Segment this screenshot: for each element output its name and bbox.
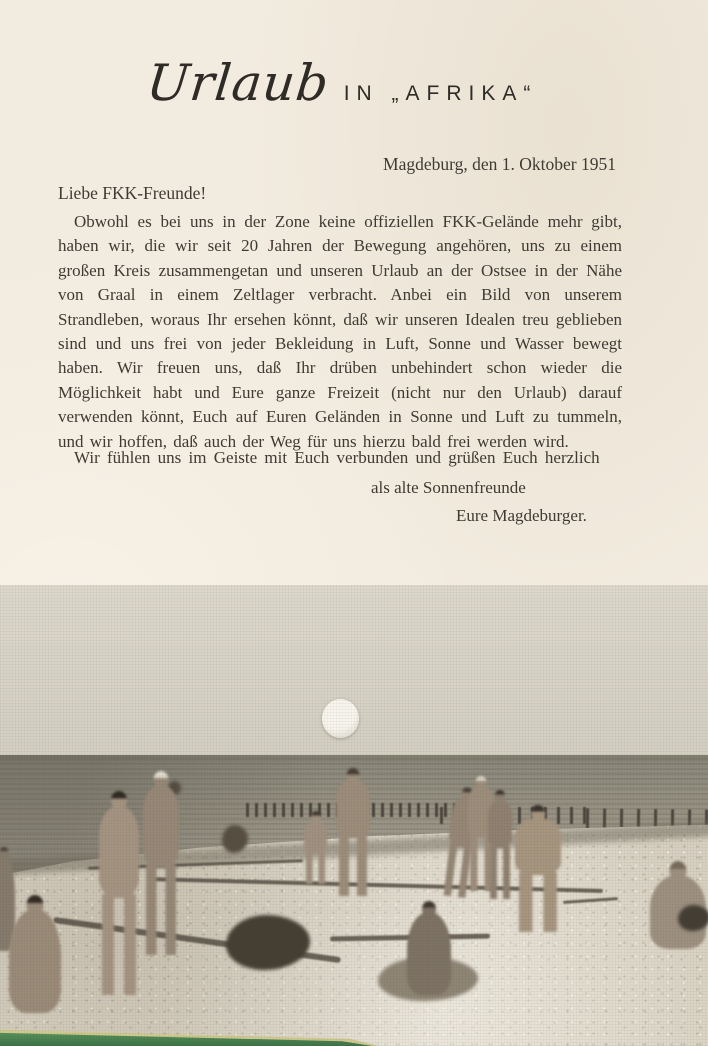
salutation: Liebe FKK-Freunde! xyxy=(58,183,207,203)
figure-silhouette xyxy=(334,768,372,899)
figure-silhouette xyxy=(140,771,182,959)
ball-in-air xyxy=(322,699,359,738)
dateline: Magdeburg, den 1. Oktober 1951 xyxy=(383,154,616,174)
page-title xyxy=(0,54,696,112)
figure-silhouette xyxy=(486,790,514,901)
closing-line: Wir fühlen uns im Geiste mit Euch verbunden und grüßen Euch herzlich xyxy=(74,448,600,467)
signature: Eure Magdeburger. xyxy=(456,506,587,525)
figure-silhouette xyxy=(6,895,64,1013)
letter-body: Obwohl es bei uns in der Zone keine offiziellen FKK-Gelände mehr gibt, haben wir, die wir seit 20 Jahren der Bewegung angehören, uns zu einem großen Kreis zusammengetan und unseren Urlaub an der Ostsee in der Nähe von Graal in einem Zeltlager verbracht. Anbei ein Bild von unserem Strandleben, woraus Ihr ersehen könnt, daß wir unseren Idealen treu geblieben sind und uns frei von jeder Bekleidung in Luft, Sonne und Wasser bewegt haben. Wir freuen uns, daß Ihr drüben unbehindert schon wieder die Möglichkeit habt und Eure ganze Freizeit (nicht nur den Urlaub) darauf verwenden könnt, Euch auf Euren Geländen in Sonne und Luft zu tummeln, und wir hoffen, daß auch der Weg für uns hierzu bald frei werden wird. xyxy=(58,212,622,451)
beach-photo xyxy=(0,585,708,1046)
figure-shadow xyxy=(678,905,708,931)
title-script: Urlaub xyxy=(143,54,332,112)
figure-silhouette xyxy=(404,901,454,995)
figure-silhouette xyxy=(96,791,142,999)
title-caps: IN „AFRIKA“ xyxy=(343,82,538,105)
figure-silhouette xyxy=(512,805,564,935)
figure-silhouette xyxy=(302,811,329,885)
closing-subline: als alte Sonnenfreunde xyxy=(371,478,526,497)
